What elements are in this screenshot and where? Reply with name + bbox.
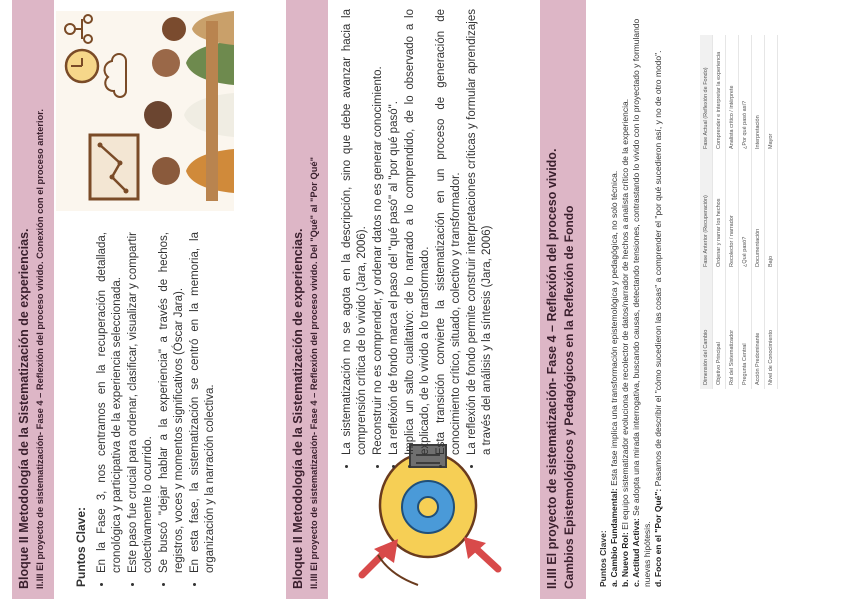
section-1-bullet: • Se buscó "dejar hablar a la experiencia" a través de hechos, registros, voces y momentos significativos (Óscar Jara). xyxy=(157,232,187,573)
section-2-body xyxy=(340,9,496,469)
section-3-subtitle: Cambios Epistemológicos y Pedagógicos en la Reflexión de Fondo xyxy=(562,205,576,589)
team-meeting-illustration xyxy=(56,11,234,211)
section-1-bullet: • En la Fase 3, nos centramos en la recuperación detallada, cronológica y participativa de la experiencia seleccionada. xyxy=(95,232,125,573)
section-3-item: c. Actitud Activa: Se adopta una mirada interrogativa, buscando causas, detectando tensiones, contrastando lo vivido con lo proyectado y formulando nuevas hipótesis. xyxy=(631,18,652,587)
section-3-item: d. Foco en el "Por Qué": Pasamos de describir el "cómo sucedieron las cosas" a comprender el "por qué sucedieron así, y no de otro modo". xyxy=(653,50,663,587)
section-2-bullet: • Reconstruir no es comprender, y ordenar datos no es generar conocimiento. xyxy=(371,9,386,455)
section-2-bullet: • La reflexión de fondo permite construir interpretaciones críticas y formular aprendizajes a través del análisis y la síntesis (Jara, 2006) xyxy=(465,9,495,455)
section-3-item: b. Nuevo Rol: El equipo sistematizador evoluciona de recolector de datos/narrador de hechos a analista crítico de la experiencia. xyxy=(620,98,630,587)
section-1-body xyxy=(74,232,219,587)
section-3-item: a. Cambio Fundamental: Esta fase implica una transformación epistemológica y pedagógica, no solo técnica. xyxy=(609,170,619,587)
table-row: Objetivo Principal Ordenar y narrar los hechos Comprender e interpretar la experiencia xyxy=(713,35,726,389)
section-1-header xyxy=(12,0,54,599)
section-1-key-title: Puntos Clave: xyxy=(74,506,88,587)
comparison-table xyxy=(700,35,778,389)
section-3-header xyxy=(540,0,586,599)
section-1-subtitle: II.III El proyecto de sistematización- Fase 4 – Reflexión del proceso vivido. Conexión con el proceso anterior. xyxy=(35,109,45,589)
comparison-table-wrapper xyxy=(700,35,778,389)
section-2-bullet: • Esta transición convierte la sistematización en un proceso de generación de conocimiento crítico, situado, colectivo y transformador. xyxy=(434,9,464,455)
section-1-bullet: • Este paso fue crucial para ordenar, clasificar, visualizar y compartir colectivamente lo ocurrido. xyxy=(126,232,156,573)
section-3-title: II.III El proyecto de sistematización- Fase 4 – Reflexión del proceso vivido. xyxy=(545,148,559,589)
table-row: Dimensión del Cambio Fase Anterior (Recuperación) Fase Actual (Reflexión de Fondo) xyxy=(700,35,713,389)
section-1-bullet: • En esta fase, la sistematización se centró en la memoria, la organización y la narración colectiva. xyxy=(188,232,218,573)
section-3-key-title: Puntos Clave: xyxy=(598,530,608,587)
table-row: Pregunta Central ¿Qué pasó? ¿Por qué pasó así? xyxy=(739,35,752,389)
table-row: Nivel de Conocimiento Bajo Mayor xyxy=(765,35,778,389)
section-3-body xyxy=(598,7,664,587)
section-2-bullet: • La sistematización no se agota en la descripción, sino que debe avanzar hacia la comprensión crítica de lo vivido (Jara, 2006). xyxy=(340,9,370,455)
table-row: Acción Predominante Documentación Interpretación xyxy=(752,35,765,389)
section-2-title: Bloque II Metodología de la Sistematización de experiencias. xyxy=(291,228,305,589)
section-1-title: Bloque II Metodología de la Sistematización de experiencias. xyxy=(17,228,31,589)
table-row: Rol del Sistematizador Recolector / narrador Analista crítico / intérprete xyxy=(726,35,739,389)
section-2-subtitle: II.III El proyecto de sistematización- Fase 4 – Reflexión del proceso vivido. Del "Qué" al "Por Qué" xyxy=(309,157,319,589)
section-2-bullet: • La reflexión de fondo marca el paso del "qué pasó" al "por qué pasó". xyxy=(387,9,402,455)
section-2-bullet: • Implica un salto cualitativo: de lo narrado a lo comprendido, de lo observado a lo explicado, de lo vivido a lo transformado. xyxy=(403,9,433,455)
section-2-header xyxy=(286,0,328,599)
